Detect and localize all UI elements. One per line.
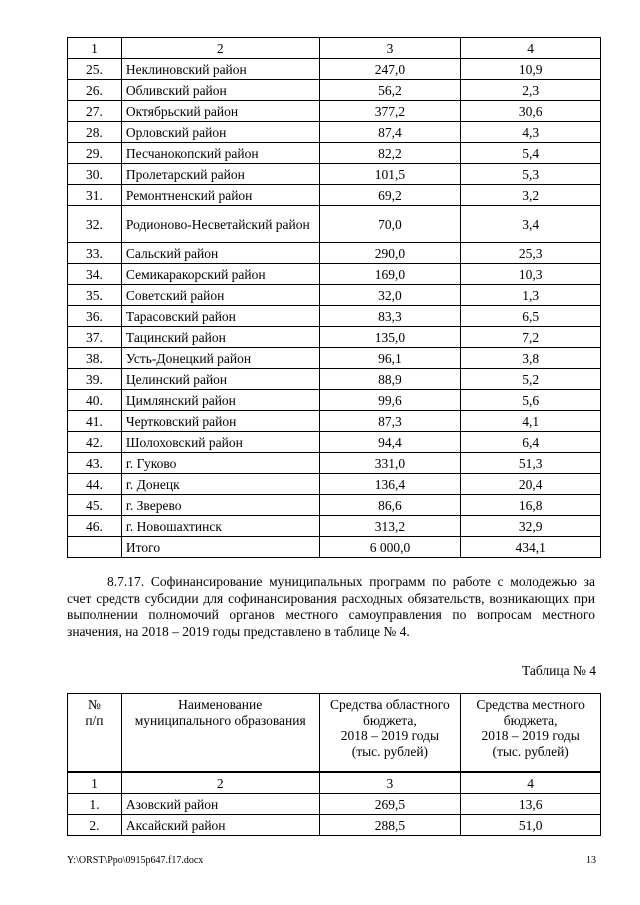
regional-budget-cell: 269,5 (319, 794, 461, 815)
regional-budget-cell: 99,6 (319, 390, 461, 411)
municipality-cell: г. Донецк (121, 474, 319, 495)
municipality-cell: Целинский район (121, 369, 319, 390)
regional-budget-cell: 377,2 (319, 101, 461, 122)
regional-budget-cell: 247,0 (319, 59, 461, 80)
regional-budget-cell: 94,4 (319, 432, 461, 453)
header-number: № п/п (68, 694, 122, 773)
row-number-cell: 36. (68, 306, 122, 327)
municipality-cell: г. Новошахтинск (121, 516, 319, 537)
row-number-cell: 44. (68, 474, 122, 495)
table-row (68, 348, 601, 369)
total-row (68, 537, 601, 558)
local-budget-cell: 4,3 (461, 122, 601, 143)
local-budget-cell: 10,9 (461, 59, 601, 80)
column-number-row (68, 38, 601, 59)
row-number-cell: 25. (68, 59, 122, 80)
table-row (68, 285, 601, 306)
column-number-cell: 2 (121, 772, 319, 794)
subsidy-table-continued (67, 37, 601, 558)
municipality-cell: Сальский район (121, 243, 319, 264)
local-budget-cell: 3,4 (461, 206, 601, 243)
municipality-cell: Родионово-Несветайский район (121, 206, 319, 243)
table-4-label: Таблица № 4 (522, 663, 596, 678)
local-budget-cell: 3,2 (461, 185, 601, 206)
local-budget-cell: 25,3 (461, 243, 601, 264)
column-number-cell: 2 (121, 38, 319, 59)
local-budget-cell: 20,4 (461, 474, 601, 495)
municipality-cell: Семикаракорский район (121, 264, 319, 285)
table-row (68, 164, 601, 185)
table-row (68, 432, 601, 453)
row-number-cell: 31. (68, 185, 122, 206)
regional-budget-cell: 32,0 (319, 285, 461, 306)
table-4 (67, 693, 601, 836)
table-row (68, 206, 601, 243)
regional-budget-cell: 86,6 (319, 495, 461, 516)
municipality-cell: Тацинский район (121, 327, 319, 348)
municipality-cell: Ремонтненский район (121, 185, 319, 206)
table-row (68, 185, 601, 206)
municipality-cell: Аксайский район (121, 815, 319, 836)
row-number-cell: 37. (68, 327, 122, 348)
table-row (68, 327, 601, 348)
regional-budget-cell: 135,0 (319, 327, 461, 348)
local-budget-cell: 32,9 (461, 516, 601, 537)
row-number-cell: 43. (68, 453, 122, 474)
municipality-cell: Октябрьский район (121, 101, 319, 122)
row-number-cell: 1. (68, 794, 122, 815)
row-number-cell: 32. (68, 206, 122, 243)
row-number-cell: 26. (68, 80, 122, 101)
row-number-cell: 35. (68, 285, 122, 306)
table-row (68, 243, 601, 264)
row-number-cell: 34. (68, 264, 122, 285)
table-row (68, 59, 601, 80)
table-row (68, 495, 601, 516)
local-budget-cell: 7,2 (461, 327, 601, 348)
table-row (68, 80, 601, 101)
municipality-cell: Советский район (121, 285, 319, 306)
table-row (68, 474, 601, 495)
row-number-cell: 30. (68, 164, 122, 185)
local-budget-cell: 434,1 (461, 537, 601, 558)
table-row (68, 369, 601, 390)
table-row (68, 516, 601, 537)
municipality-cell: Азовский район (121, 794, 319, 815)
table-row (68, 101, 601, 122)
local-budget-cell: 5,4 (461, 143, 601, 164)
table-header-row (68, 694, 601, 773)
table-row (68, 143, 601, 164)
local-budget-cell: 2,3 (461, 80, 601, 101)
table-row (68, 122, 601, 143)
table-row (68, 411, 601, 432)
local-budget-cell: 51,3 (461, 453, 601, 474)
regional-budget-cell: 6 000,0 (319, 537, 461, 558)
column-number-cell: 3 (319, 772, 461, 794)
municipality-cell: Цимлянский район (121, 390, 319, 411)
column-number-cell: 4 (461, 772, 601, 794)
row-number-cell: 41. (68, 411, 122, 432)
municipality-cell: г. Гуково (121, 453, 319, 474)
page-number: 13 (586, 855, 596, 866)
local-budget-cell: 1,3 (461, 285, 601, 306)
local-budget-cell: 5,2 (461, 369, 601, 390)
regional-budget-cell: 290,0 (319, 243, 461, 264)
row-number-cell: 45. (68, 495, 122, 516)
column-number-cell: 1 (68, 38, 122, 59)
municipality-cell: Тарасовский район (121, 306, 319, 327)
regional-budget-cell: 70,0 (319, 206, 461, 243)
regional-budget-cell: 96,1 (319, 348, 461, 369)
regional-budget-cell: 101,5 (319, 164, 461, 185)
header-regional-budget: Средства областного бюджета, 2018 – 2019 годы (тыс. рублей) (319, 694, 461, 773)
row-number-cell: 38. (68, 348, 122, 369)
regional-budget-cell: 288,5 (319, 815, 461, 836)
table-row (68, 794, 601, 815)
row-number-cell: 39. (68, 369, 122, 390)
column-number-row (68, 772, 601, 794)
local-budget-cell: 16,8 (461, 495, 601, 516)
table-row (68, 264, 601, 285)
column-number-cell: 4 (461, 38, 601, 59)
regional-budget-cell: 83,3 (319, 306, 461, 327)
municipality-cell: Песчанокопский район (121, 143, 319, 164)
column-number-cell: 1 (68, 772, 122, 794)
regional-budget-cell: 331,0 (319, 453, 461, 474)
header-municipality: Наименование муниципального образования (121, 694, 319, 773)
regional-budget-cell: 56,2 (319, 80, 461, 101)
regional-budget-cell: 313,2 (319, 516, 461, 537)
local-budget-cell: 6,5 (461, 306, 601, 327)
footer-file-path: Y:\ORST\Ppo\0915p647.f17.docx (67, 855, 204, 866)
local-budget-cell: 30,6 (461, 101, 601, 122)
section-8-7-17-paragraph: 8.7.17. Софинансирование муниципальных программ по работе с молодежью за счет средств субсидии для софинансирования расходных обязательств, возникающих при выполнении полномочий органов местного самоуправления по вопросам местного значения, на 2018 – 2019 годы представлено в таблице № 4. (67, 574, 595, 639)
row-number-cell (68, 537, 122, 558)
regional-budget-cell: 169,0 (319, 264, 461, 285)
regional-budget-cell: 82,2 (319, 143, 461, 164)
municipality-cell: Усть-Донецкий район (121, 348, 319, 369)
local-budget-cell: 51,0 (461, 815, 601, 836)
table-row (68, 815, 601, 836)
municipality-cell: Пролетарский район (121, 164, 319, 185)
row-number-cell: 33. (68, 243, 122, 264)
table-row (68, 453, 601, 474)
local-budget-cell: 5,3 (461, 164, 601, 185)
row-number-cell: 2. (68, 815, 122, 836)
municipality-cell: Неклиновский район (121, 59, 319, 80)
total-label-cell: Итого (121, 537, 319, 558)
row-number-cell: 27. (68, 101, 122, 122)
local-budget-cell: 3,8 (461, 348, 601, 369)
regional-budget-cell: 69,2 (319, 185, 461, 206)
regional-budget-cell: 136,4 (319, 474, 461, 495)
local-budget-cell: 6,4 (461, 432, 601, 453)
municipality-cell: Шолоховский район (121, 432, 319, 453)
local-budget-cell: 5,6 (461, 390, 601, 411)
row-number-cell: 42. (68, 432, 122, 453)
regional-budget-cell: 88,9 (319, 369, 461, 390)
table-row (68, 390, 601, 411)
row-number-cell: 29. (68, 143, 122, 164)
regional-budget-cell: 87,3 (319, 411, 461, 432)
regional-budget-cell: 87,4 (319, 122, 461, 143)
row-number-cell: 28. (68, 122, 122, 143)
local-budget-cell: 13,6 (461, 794, 601, 815)
municipality-cell: Обливский район (121, 80, 319, 101)
row-number-cell: 46. (68, 516, 122, 537)
header-local-budget: Средства местного бюджета, 2018 – 2019 годы (тыс. рублей) (461, 694, 601, 773)
table-row (68, 306, 601, 327)
column-number-cell: 3 (319, 38, 461, 59)
local-budget-cell: 4,1 (461, 411, 601, 432)
row-number-cell: 40. (68, 390, 122, 411)
municipality-cell: Чертковский район (121, 411, 319, 432)
municipality-cell: Орловский район (121, 122, 319, 143)
municipality-cell: г. Зверево (121, 495, 319, 516)
local-budget-cell: 10,3 (461, 264, 601, 285)
